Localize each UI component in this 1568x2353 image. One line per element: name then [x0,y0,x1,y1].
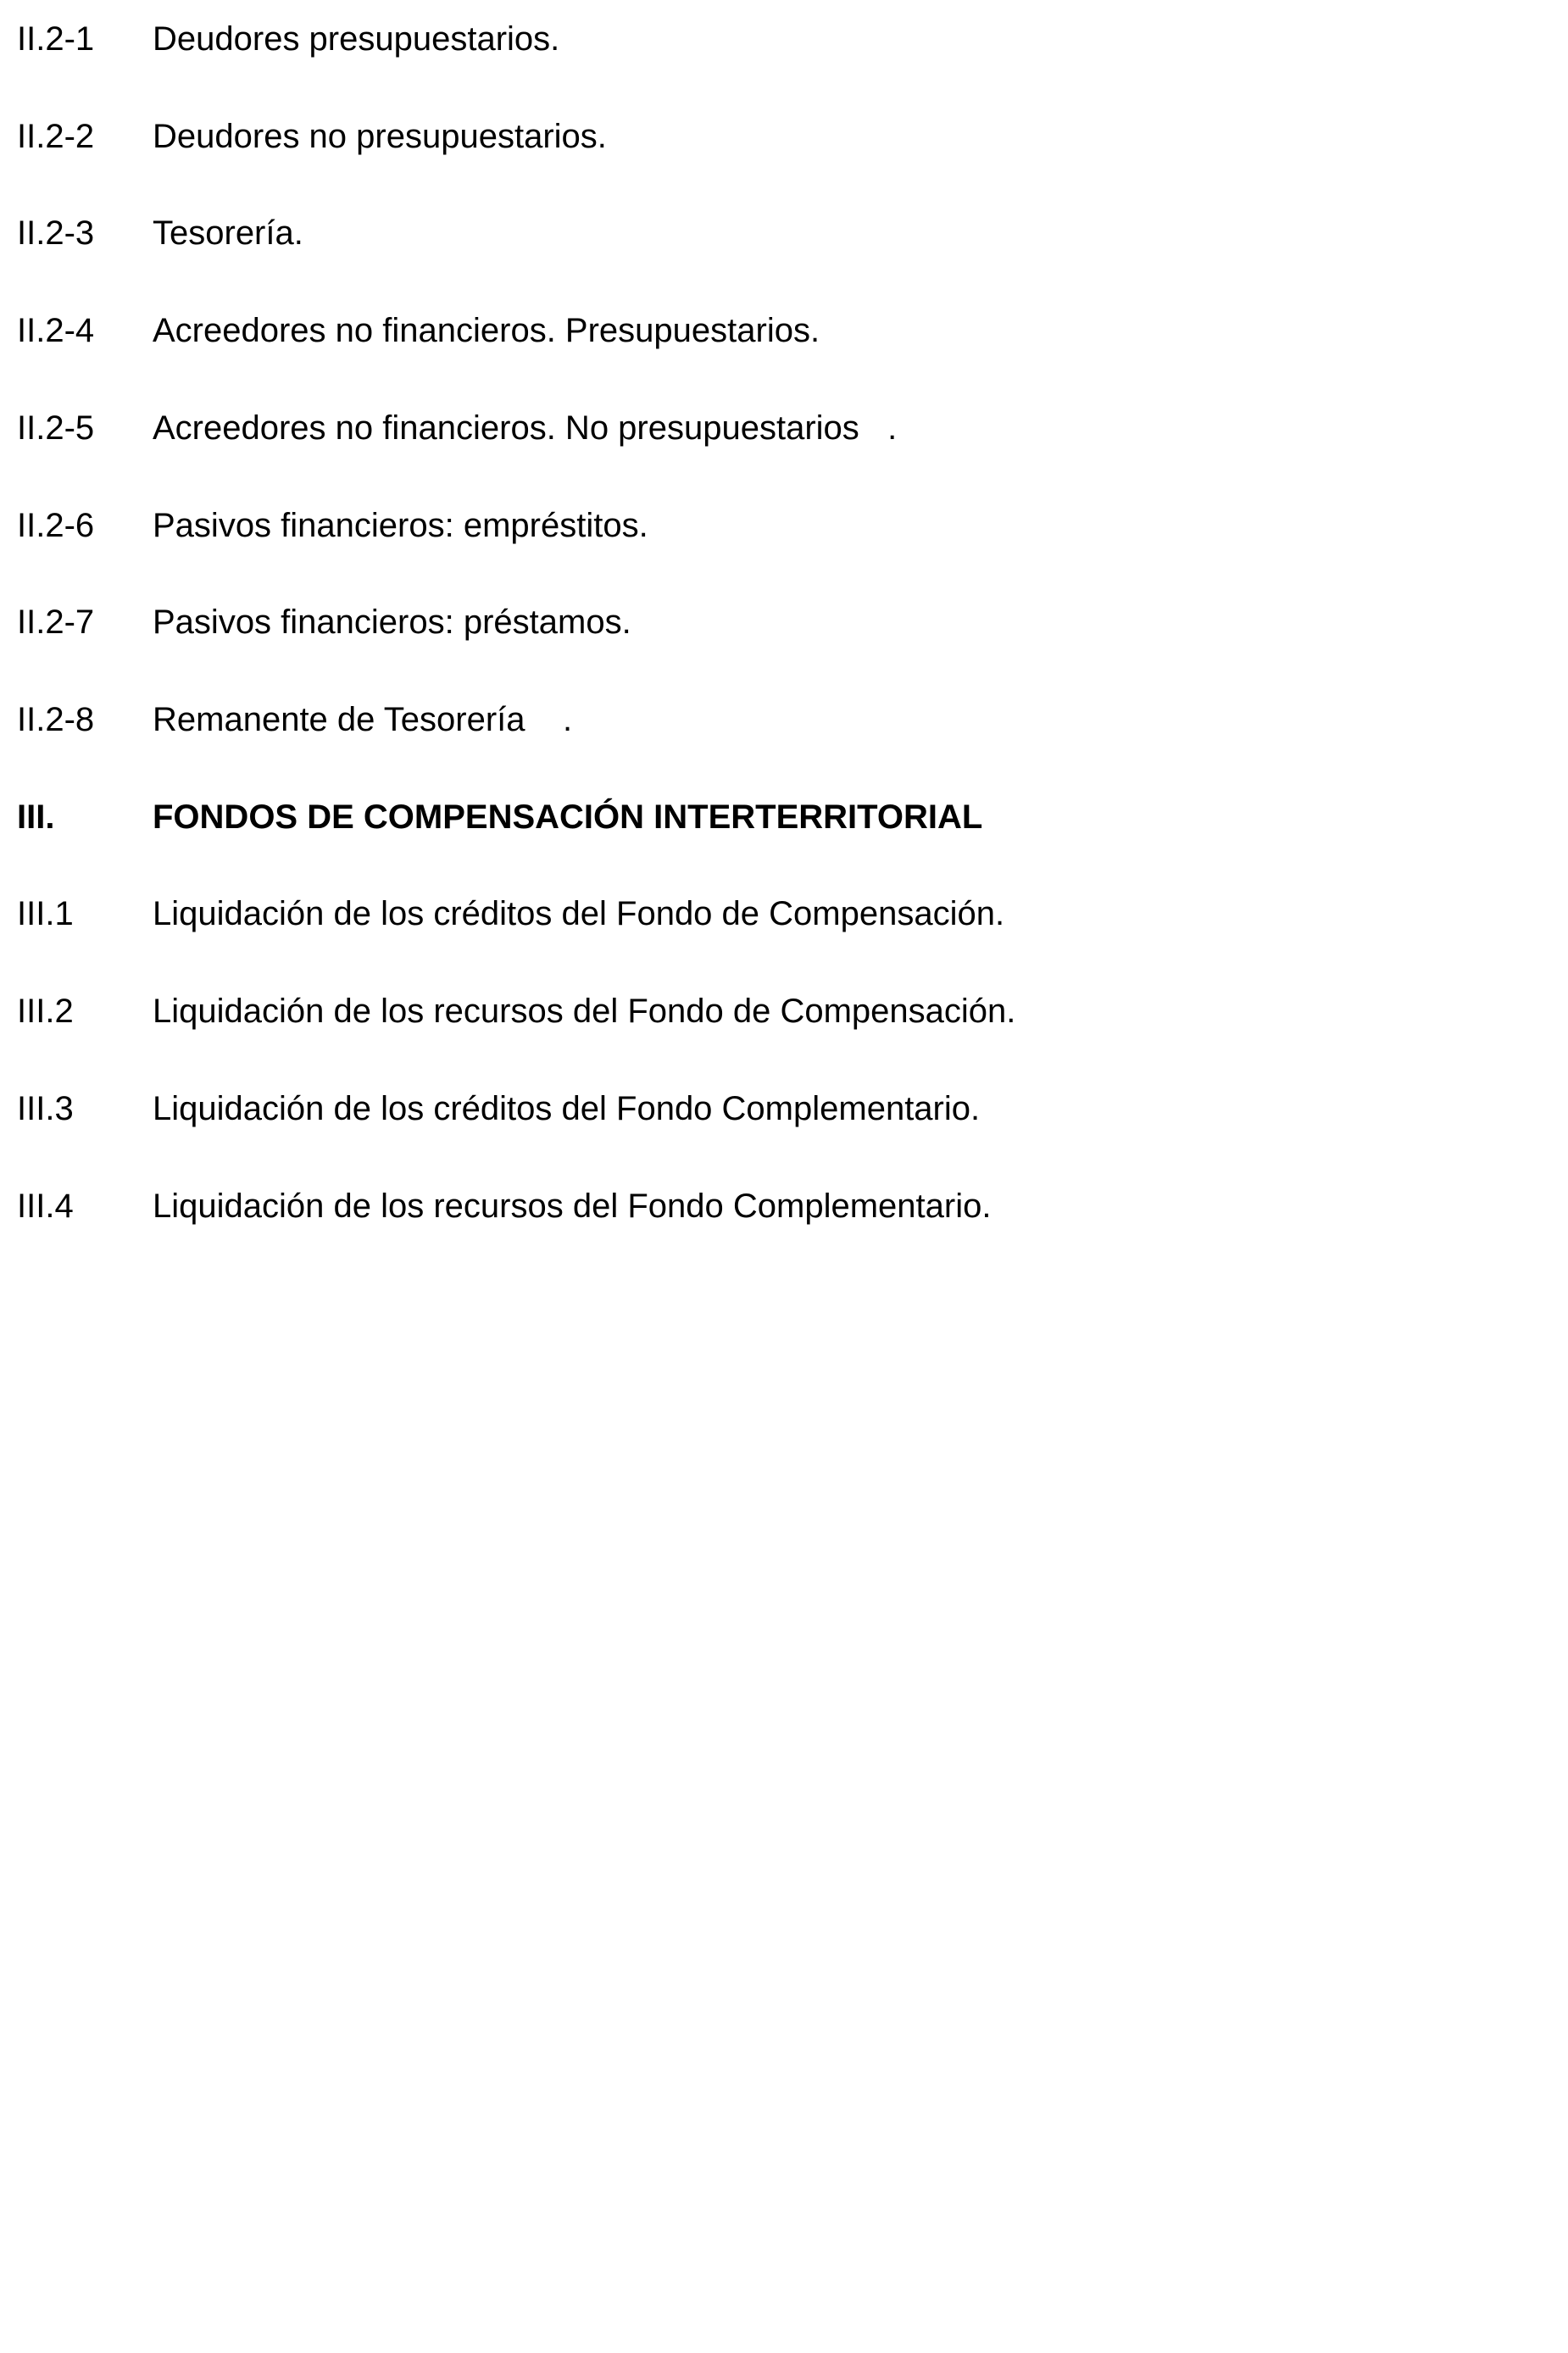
entry-code: II.2-8 [17,701,95,738]
entry-label: Liquidación de los créditos del Fondo de Compensación. [153,895,1005,932]
entry-code: III.3 [17,1090,74,1127]
entry-label: Liquidación de los recursos del Fondo Complementario. [153,1188,992,1225]
entry-code: II.2-6 [17,507,95,544]
entry-label: Pasivos financieros: empréstitos. [153,507,648,544]
entry-label: Pasivos financieros: préstamos. [153,604,631,641]
entry-code: II.2-4 [17,312,95,349]
entry-code: II.2-1 [17,20,95,58]
entry-label: Remanente de Tesorería . [153,701,573,738]
entry-code: II.2-5 [17,409,95,447]
entry-label: Deudores presupuestarios. [153,20,560,58]
entry-code: II.2-3 [17,214,95,252]
section-title: FONDOS DE COMPENSACIÓN INTERTERRITORIAL [153,798,983,836]
entry-label: Tesorería. [153,214,303,252]
entry-label: Acreedores no financieros. Presupuestarios. [153,312,820,349]
entry-code: II.2-2 [17,118,95,155]
entry-label: Deudores no presupuestarios. [153,118,607,155]
entry-code: II.2-7 [17,604,95,641]
section-code: III. [17,798,55,836]
entry-code: III.4 [17,1188,74,1225]
entry-code: III.2 [17,993,74,1030]
entry-label: Acreedores no financieros. No presupuestarios . [153,409,898,447]
entry-label: Liquidación de los recursos del Fondo de Compensación. [153,993,1016,1030]
entry-code: III.1 [17,895,74,932]
entry-label: Liquidación de los créditos del Fondo Complementario. [153,1090,981,1127]
